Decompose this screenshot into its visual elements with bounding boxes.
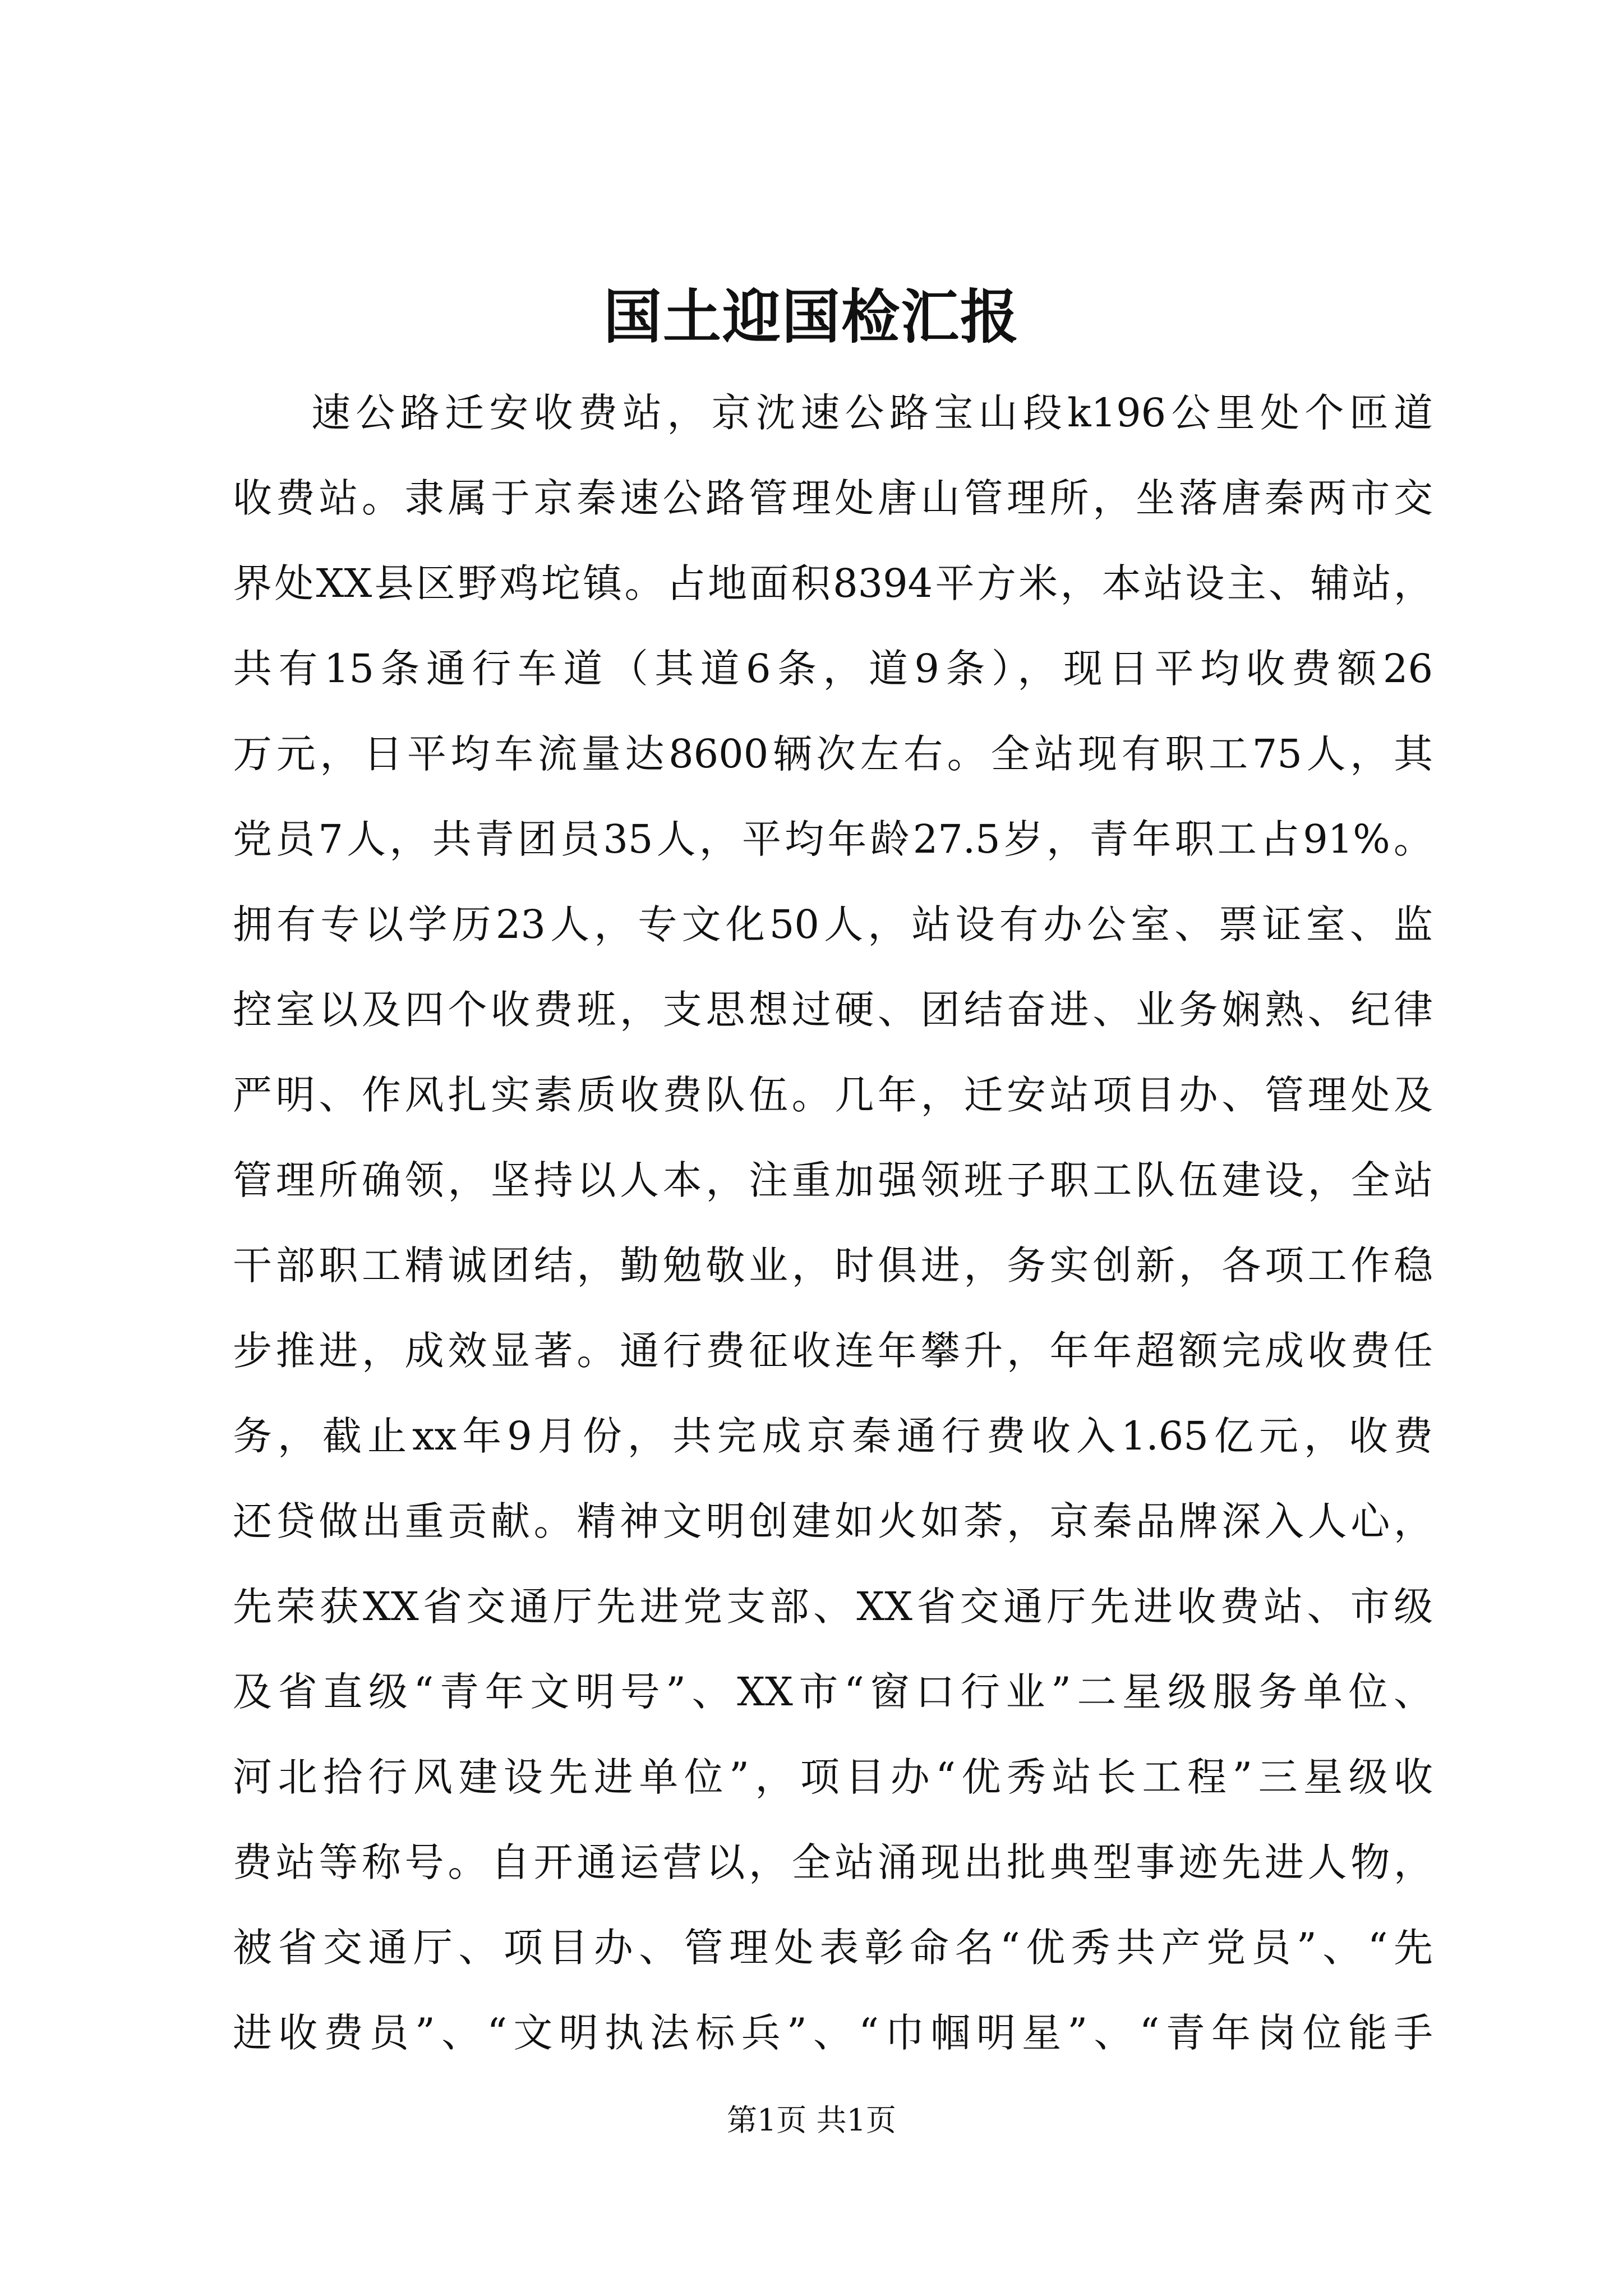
body-line: 被省交通厅、项目办、管理处表彰命名“优秀共产党员”、“先	[233, 1925, 1433, 1971]
body-line: 严明、作风扎实素质收费队伍。几年，迁安站项目办、管理处及	[233, 1072, 1433, 1118]
body-line: 及省直级“青年文明号”、XX市“窗口行业”二星级服务单位、	[233, 1669, 1433, 1715]
body-line: 先荣获XX省交通厅先进党支部、XX省交通厅先进收费站、市级	[233, 1584, 1433, 1630]
body-line: 费站等称号。自开通运营以，全站涌现出批典型事迹先进人物，	[233, 1839, 1433, 1885]
document-title: 国土迎国检汇报	[603, 282, 1020, 351]
body-line: 还贷做出重贡献。精神文明创建如火如荼，京秦品牌深入人心，	[233, 1498, 1433, 1544]
body-line: 拥有专以学历23人，专文化50人，站设有办公室、票证室、监	[233, 901, 1433, 947]
body-line: 控室以及四个收费班，支思想过硬、团结奋进、业务娴熟、纪律	[233, 987, 1433, 1033]
body-line: 干部职工精诚团结，勤勉敬业，时俱进，务实创新，各项工作稳	[233, 1243, 1433, 1289]
page-footer: 第1页 共1页	[727, 2102, 896, 2138]
body-line: 河北拾行风建设先进单位”，项目办“优秀站长工程”三星级收	[233, 1754, 1433, 1800]
body-line: 收费站。隶属于京秦速公路管理处唐山管理所，坐落唐秦两市交	[233, 475, 1433, 521]
body-line: 速公路迁安收费站，京沈速公路宝山段k196公里处个匝道	[311, 390, 1433, 436]
body-line: 万元，日平均车流量达8600辆次左右。全站现有职工75人，其	[233, 731, 1433, 777]
body-line: 界处XX县区野鸡坨镇。占地面积8394平方米，本站设主、辅站，	[233, 560, 1433, 606]
body-line: 进收费员”、“文明执法标兵”、“巾帼明星”、“青年岗位能手	[233, 2010, 1433, 2056]
document-body	[233, 370, 1433, 2076]
body-line: 党员7人，共青团员35人，平均年龄27.5岁，青年职工占91%。	[233, 816, 1433, 862]
body-line: 共有15条通行车道（其道6条，道9条），现日平均收费额26	[233, 646, 1433, 692]
body-line: 务，截止xx年9月份，共完成京秦通行费收入1.65亿元，收费	[233, 1413, 1433, 1459]
body-line: 管理所确领，坚持以人本，注重加强领班子职工队伍建设，全站	[233, 1157, 1433, 1203]
body-line: 步推进，成效显著。通行费征收连年攀升，年年超额完成收费任	[233, 1328, 1433, 1374]
